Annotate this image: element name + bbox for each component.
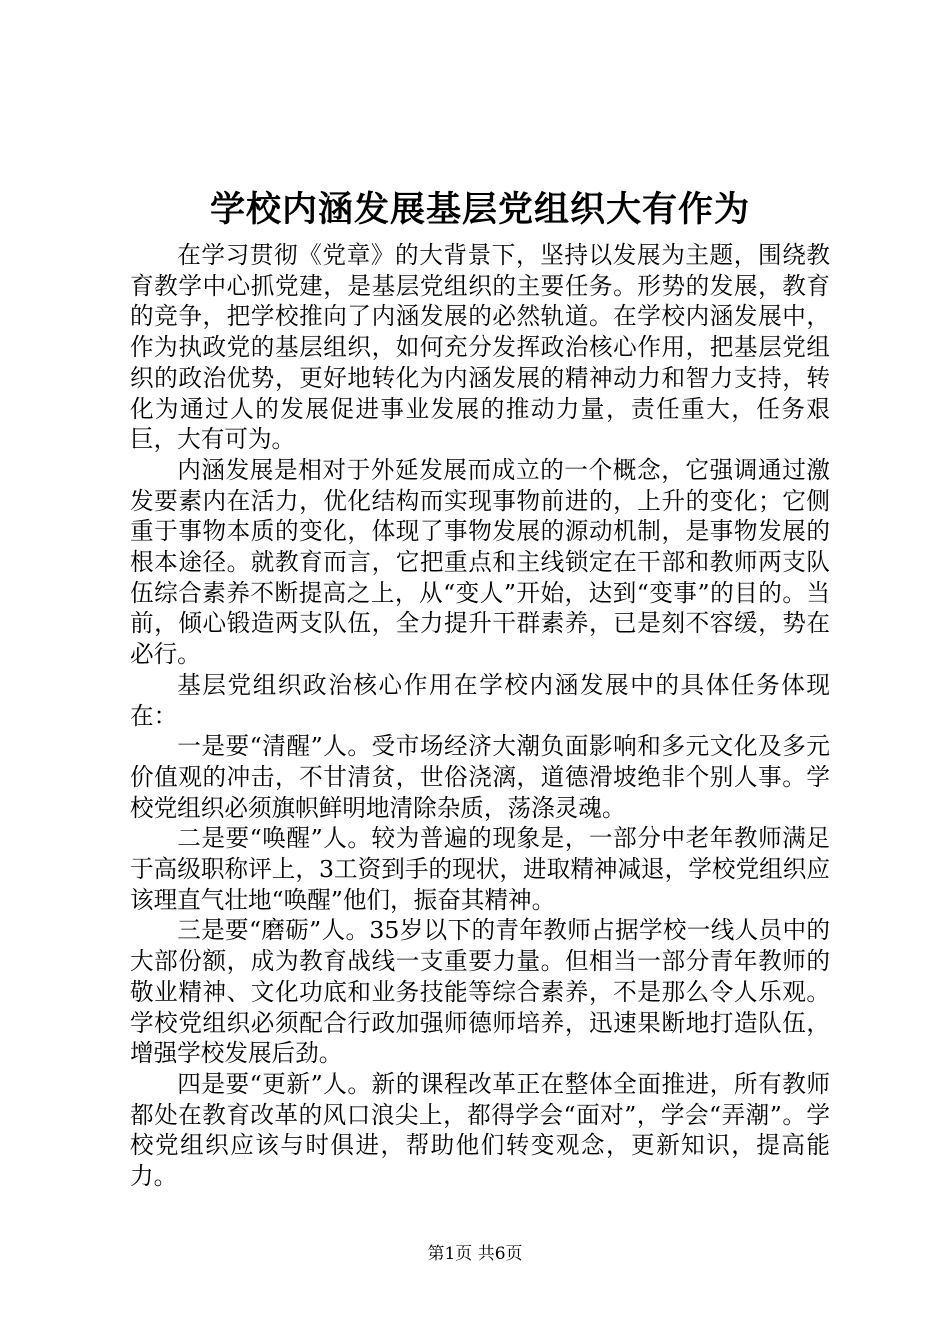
paragraph-tasks-lead: 基层党组织政治核心作用在学校内涵发展中的具体任务体现在： bbox=[130, 670, 830, 730]
document-body bbox=[130, 240, 830, 1192]
document-title: 学校内涵发展基层党组织大有作为 bbox=[209, 189, 750, 230]
paragraph-intro: 在学习贯彻《党章》的大背景下，坚持以发展为主题，围绕教育教学中心抓党建，是基层党组织的主要任务。形势的发展，教育的竞争，把学校推向了内涵发展的必然轨道。在学校内涵发展中，作为执政党的基层组织，如何充分发挥政治核心作用，把基层党组织的政治优势，更好地转化为内涵发展的精神动力和智力支持，转化为通过人的发展促进事业发展的推动力量，责任重大，任务艰巨，大有可为。 bbox=[130, 241, 830, 454]
paragraph-concept: 内涵发展是相对于外延发展而成立的一个概念，它强调通过激发要素内在活力，优化结构而实现事物前进的，上升的变化；它侧重于事物本质的变化，体现了事物发展的源动机制，是事物发展的根本途径。就教育而言，它把重点和主线锁定在干部和教师两支队伍综合素养不断提高之上，从“变人”开始，达到“变事”的目的。当前，倾心锻造两支队伍，全力提升干群素养，已是刻不容缓，势在必行。 bbox=[130, 455, 830, 669]
paragraph-task-4: 四是要“更新”人。新的课程改革正在整体全面推进，所有教师都处在教育改革的风口浪尖上，都得学会“面对”，学会“弄潮”。学校党组织应该与时俱进，帮助他们转变观念，更新知识，提高能力。 bbox=[130, 1069, 830, 1191]
page-number-footer: 第1页 共6页 bbox=[427, 1244, 523, 1264]
paragraph-task-1: 一是要“清醒”人。受市场经济大潮负面影响和多元文化及多元价值观的冲击，不甘清贫，世俗浇漓，道德滑坡绝非个别人事。学校党组织必须旗帜鲜明地清除杂质，荡涤灵魂。 bbox=[130, 732, 830, 822]
paragraph-task-2: 二是要“唤醒”人。较为普遍的现象是，一部分中老年教师满足于高级职称评上，3工资到手的现状，进取精神减退，学校党组织应该理直气壮地“唤醒”他们，振奋其精神。 bbox=[130, 824, 830, 914]
paragraph-task-3: 三是要“磨砺”人。35岁以下的青年教师占据学校一线人员中的大部份额，成为教育战线一支重要力量。但相当一部分青年教师的敬业精神、文化功底和业务技能等综合素养，不是那么令人乐观。学校党组织必须配合行政加强师德师培养，迅速果断地打造队伍，增强学校发展后劲。 bbox=[130, 916, 830, 1068]
